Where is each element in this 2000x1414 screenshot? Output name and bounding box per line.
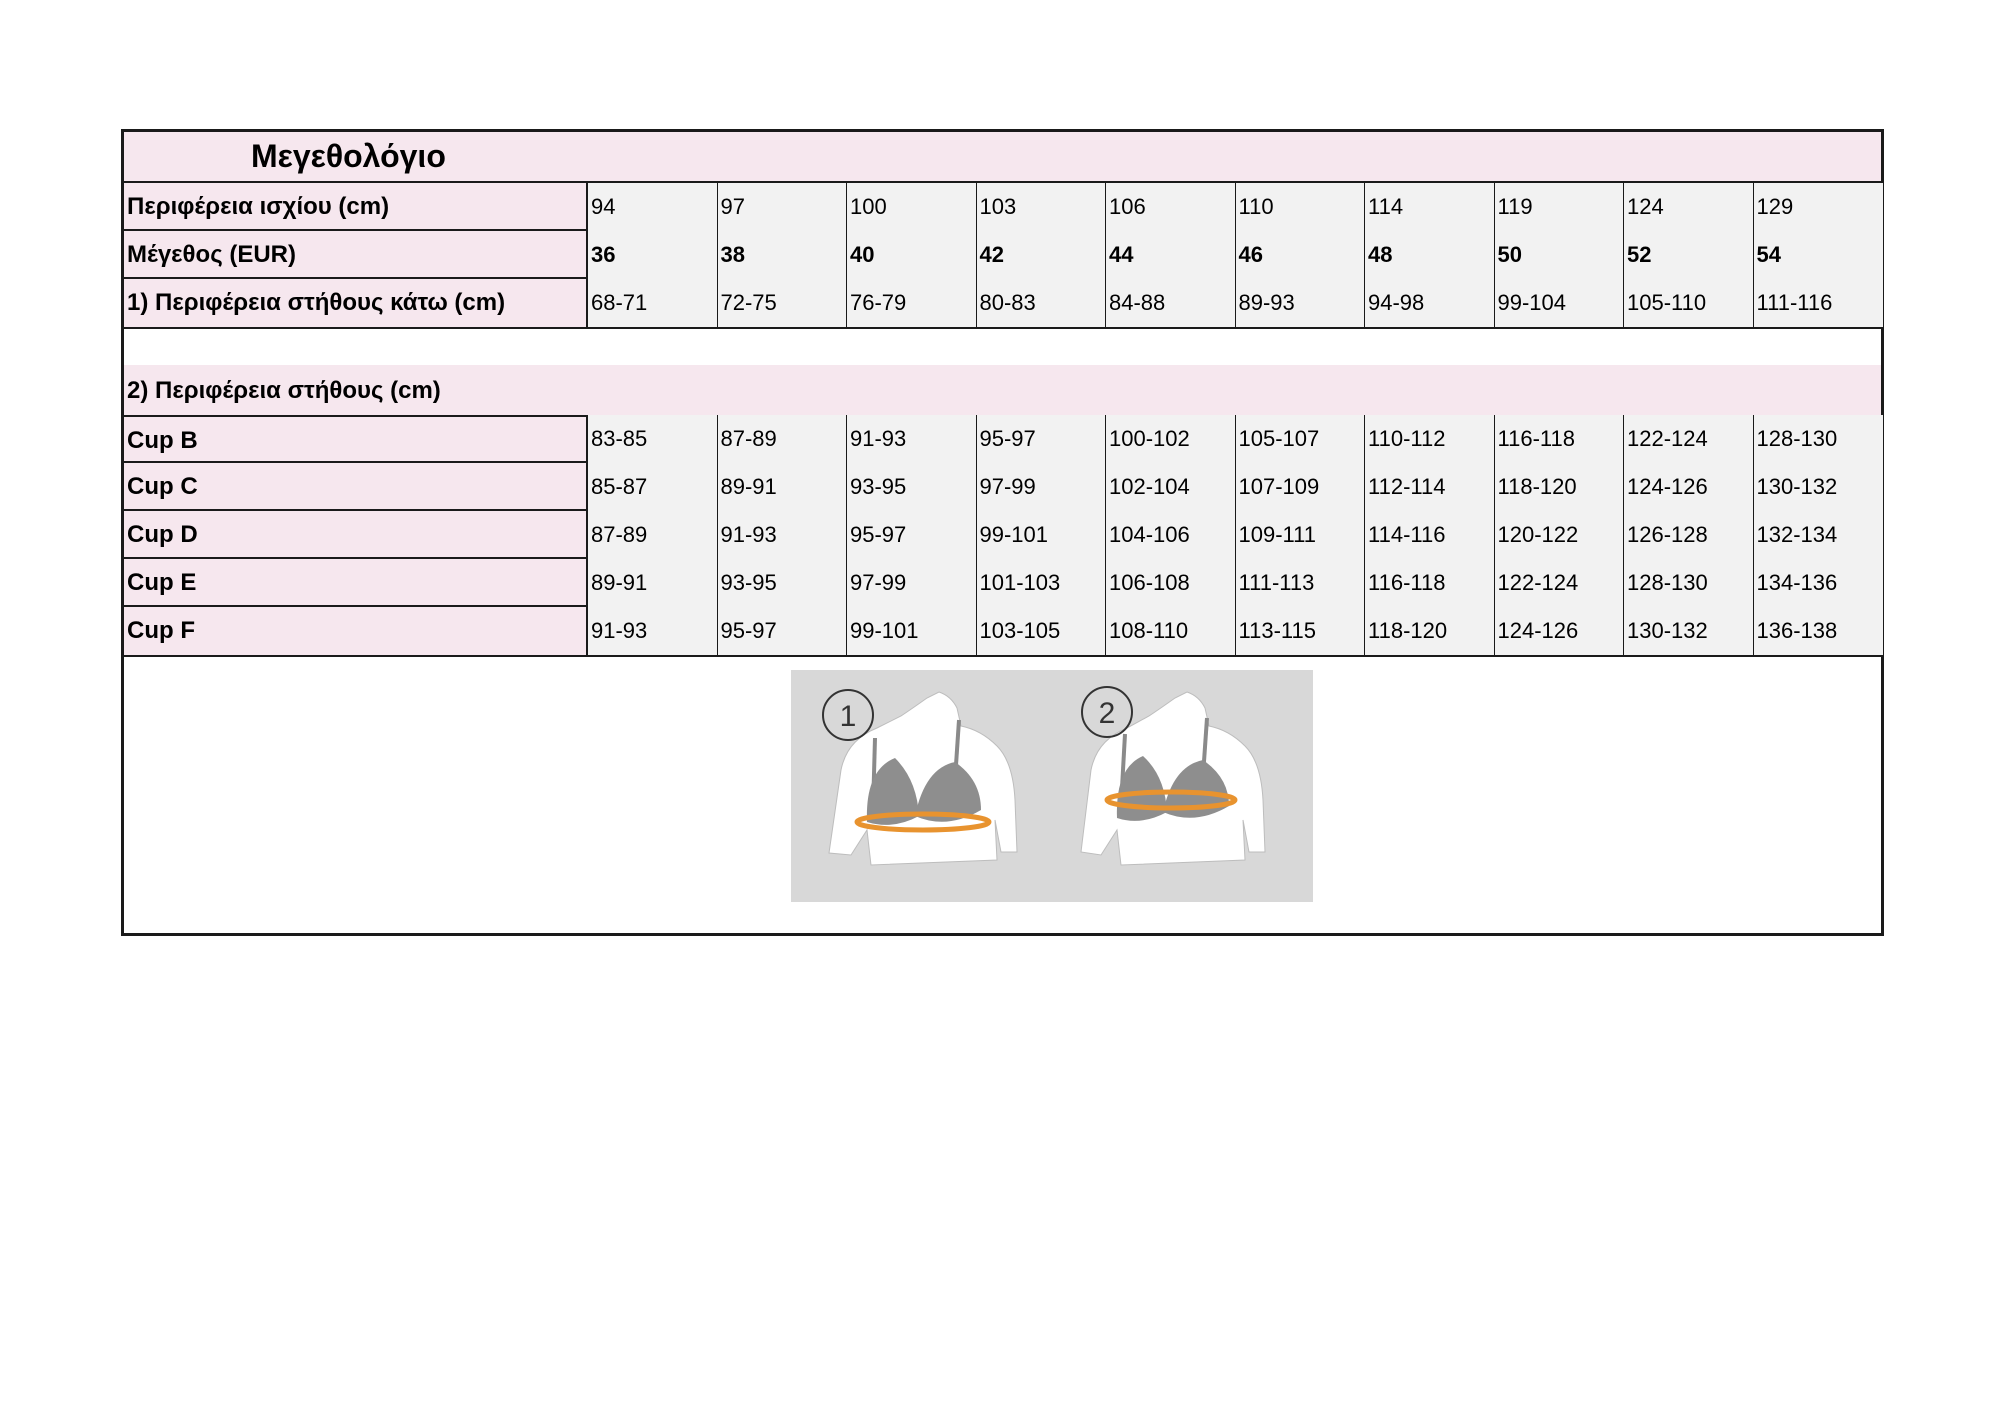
table-cell: 105-110 (1624, 279, 1754, 327)
table-cell: 68-71 (588, 279, 718, 327)
table-cell: 89-91 (718, 463, 848, 511)
table-cell: 97-99 (847, 559, 977, 607)
table-row (124, 415, 1881, 463)
figure-bust (1081, 687, 1265, 865)
table-cell: 105-107 (1236, 415, 1366, 463)
table-cell: 40 (847, 231, 977, 279)
table-cell: 80-83 (977, 279, 1107, 327)
table-row (124, 183, 1881, 231)
table-cell: 97 (718, 183, 848, 231)
row-label: Cup E (124, 559, 588, 607)
marker-2: 2 (1098, 697, 1116, 730)
table-cell: 54 (1754, 231, 1884, 279)
table-cell: 87-89 (718, 415, 848, 463)
table-cell: 46 (1236, 231, 1366, 279)
table-row (124, 607, 1881, 657)
table-cell: 129 (1754, 183, 1884, 231)
table-cell: 126-128 (1624, 511, 1754, 559)
table-cell: 100 (847, 183, 977, 231)
table-cell: 36 (588, 231, 718, 279)
table-cell: 128-130 (1754, 415, 1884, 463)
table-cell: 134-136 (1754, 559, 1884, 607)
table-cell: 93-95 (847, 463, 977, 511)
row-label: 1) Περιφέρεια στήθους κάτω (cm) (124, 279, 588, 327)
table-cell: 95-97 (977, 415, 1107, 463)
marker-1: 1 (839, 700, 857, 733)
table-cell: 107-109 (1236, 463, 1366, 511)
table-cell: 97-99 (977, 463, 1107, 511)
table-cell: 100-102 (1106, 415, 1236, 463)
table-cell: 94-98 (1365, 279, 1495, 327)
table-row (124, 231, 1881, 279)
table-cell: 116-118 (1495, 415, 1625, 463)
table-cell: 130-132 (1624, 607, 1754, 655)
table-cell: 119 (1495, 183, 1625, 231)
table-cell: 99-101 (847, 607, 977, 655)
table-cell: 113-115 (1236, 607, 1366, 655)
table-cell: 124 (1624, 183, 1754, 231)
table-cell: 99-104 (1495, 279, 1625, 327)
table-cell: 114-116 (1365, 511, 1495, 559)
table-cell: 91-93 (588, 607, 718, 655)
table-cell: 38 (718, 231, 848, 279)
table-cell: 103 (977, 183, 1107, 231)
table-cell: 136-138 (1754, 607, 1884, 655)
table-cell: 87-89 (588, 511, 718, 559)
table-cell: 116-118 (1365, 559, 1495, 607)
table-cell: 122-124 (1624, 415, 1754, 463)
table-cell: 44 (1106, 231, 1236, 279)
row-label: Cup B (124, 415, 588, 463)
table-cell: 93-95 (718, 559, 848, 607)
table-cell: 124-126 (1495, 607, 1625, 655)
table-cell: 95-97 (847, 511, 977, 559)
measurement-illustration (791, 670, 1313, 902)
table-cell: 112-114 (1365, 463, 1495, 511)
table-cell: 106-108 (1106, 559, 1236, 607)
title-row (124, 132, 1881, 183)
table-cell: 111-116 (1754, 279, 1884, 327)
row-label: Περιφέρεια ισχίου (cm) (124, 183, 588, 231)
table-cell: 124-126 (1624, 463, 1754, 511)
table-cell: 106 (1106, 183, 1236, 231)
section-title: 2) Περιφέρεια στήθους (cm) (124, 365, 1881, 415)
table-cell: 104-106 (1106, 511, 1236, 559)
table-row (124, 511, 1881, 559)
table-cell: 109-111 (1236, 511, 1366, 559)
table-row (124, 559, 1881, 607)
row-label: Cup C (124, 463, 588, 511)
table-cell: 48 (1365, 231, 1495, 279)
table-cell: 110-112 (1365, 415, 1495, 463)
figure-underbust (823, 690, 1017, 865)
table-row (124, 463, 1881, 511)
table-cell: 42 (977, 231, 1107, 279)
table-cell: 52 (1624, 231, 1754, 279)
size-table (124, 183, 1881, 657)
table-row (124, 279, 1881, 329)
table-cell: 114 (1365, 183, 1495, 231)
table-cell: 120-122 (1495, 511, 1625, 559)
table-cell: 89-91 (588, 559, 718, 607)
table-cell: 91-93 (718, 511, 848, 559)
table-cell: 111-113 (1236, 559, 1366, 607)
chart-title: Μεγεθολόγιο (251, 138, 446, 174)
table-cell: 110 (1236, 183, 1366, 231)
size-chart (121, 129, 1884, 936)
table-cell: 103-105 (977, 607, 1107, 655)
table-cell: 99-101 (977, 511, 1107, 559)
table-cell: 85-87 (588, 463, 718, 511)
table-cell: 122-124 (1495, 559, 1625, 607)
spacer (124, 329, 1881, 365)
table-cell: 89-93 (1236, 279, 1366, 327)
table-cell: 72-75 (718, 279, 848, 327)
table-cell: 91-93 (847, 415, 977, 463)
table-cell: 132-134 (1754, 511, 1884, 559)
table-cell: 102-104 (1106, 463, 1236, 511)
table-cell: 76-79 (847, 279, 977, 327)
row-label: Μέγεθος (EUR) (124, 231, 588, 279)
table-cell: 83-85 (588, 415, 718, 463)
row-label: Cup D (124, 511, 588, 559)
table-cell: 118-120 (1495, 463, 1625, 511)
table-cell: 94 (588, 183, 718, 231)
table-cell: 128-130 (1624, 559, 1754, 607)
table-cell: 130-132 (1754, 463, 1884, 511)
table-cell: 95-97 (718, 607, 848, 655)
table-cell: 118-120 (1365, 607, 1495, 655)
row-label: Cup F (124, 607, 588, 655)
table-cell: 50 (1495, 231, 1625, 279)
table-cell: 84-88 (1106, 279, 1236, 327)
table-cell: 101-103 (977, 559, 1107, 607)
table-cell: 108-110 (1106, 607, 1236, 655)
